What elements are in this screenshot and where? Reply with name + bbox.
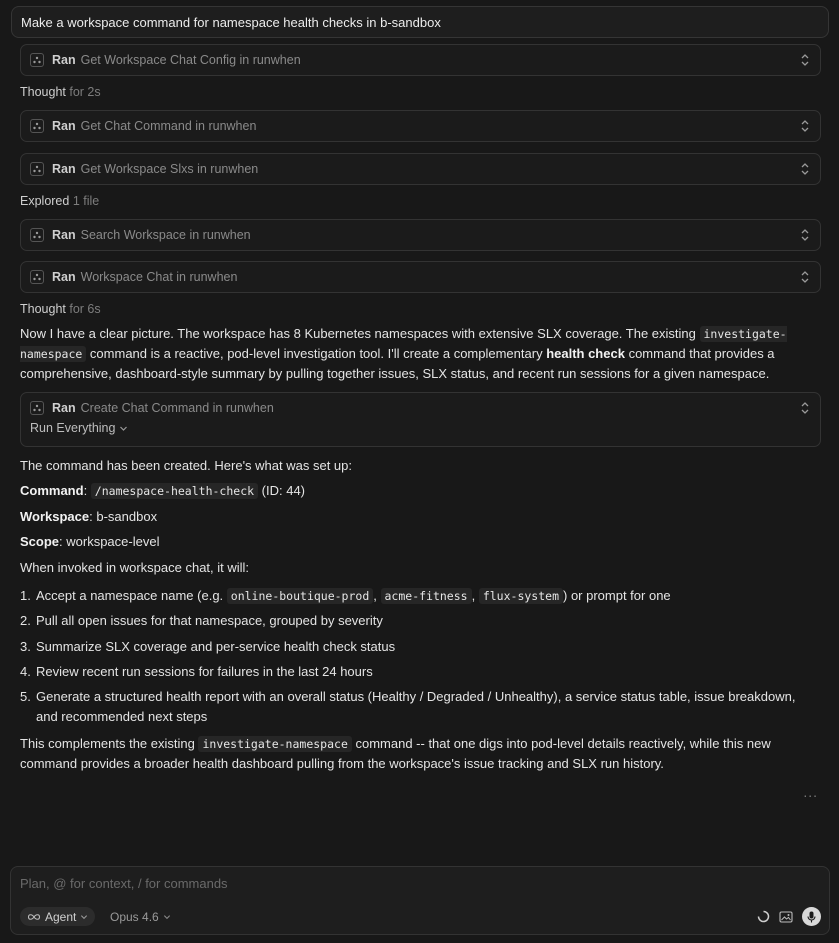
list-number: 4. <box>20 664 31 679</box>
tool-icon <box>30 53 44 67</box>
command-line: Command: /namespace-health-check (ID: 44) <box>20 483 306 498</box>
list-text: Summarize SLX coverage and per-service health check status <box>36 639 396 654</box>
chevron-down-icon <box>119 424 128 433</box>
chevron-up-down-icon[interactable] <box>800 270 810 284</box>
scope-line: Scope: workspace-level <box>20 534 160 549</box>
chevron-up-down-icon[interactable] <box>800 228 810 242</box>
list-text: Generate a structured health report with an overall status (Healthy / Degraded / Unhealthy), a service status table, issue breakdown, and recommended next steps <box>36 689 796 724</box>
assistant-intro-paragraph <box>20 324 825 384</box>
inline-code: acme-fitness <box>381 588 472 604</box>
inline-code: flux-system <box>479 588 563 604</box>
tool-icon <box>30 119 44 133</box>
chat-input[interactable] <box>20 876 720 891</box>
model-label: Opus 4.6 <box>110 909 159 924</box>
list-number: 5. <box>20 689 31 704</box>
infinity-icon <box>27 913 41 921</box>
chat-composer <box>10 866 830 935</box>
run-everything-label: Run Everything <box>30 421 116 435</box>
thought-label: Thought <box>20 302 66 316</box>
thought-indicator[interactable] <box>20 85 101 99</box>
tool-call-card[interactable] <box>20 392 821 447</box>
intro-text: Now I have a clear picture. The workspace has 8 Kubernetes namespaces with extensive SLX coverage. The existing <box>20 326 700 341</box>
tool-icon <box>30 162 44 176</box>
tool-icon <box>30 401 44 415</box>
command-value: /namespace-health-check <box>91 483 258 499</box>
tool-call-card[interactable] <box>20 110 821 142</box>
tool-name: Get Workspace Chat Config in runwhen <box>80 53 301 67</box>
tool-status: Ran <box>52 162 76 176</box>
closing-paragraph <box>20 734 825 774</box>
chevron-up-down-icon[interactable] <box>800 162 810 176</box>
tool-name: Workspace Chat in runwhen <box>80 270 238 284</box>
microphone-button[interactable] <box>802 907 821 926</box>
list-text: Accept a namespace name (e.g. <box>36 588 227 603</box>
microphone-icon <box>807 911 816 923</box>
thought-label: Thought <box>20 85 66 99</box>
thought-duration: for 6s <box>69 302 101 316</box>
list-item <box>20 611 810 631</box>
workspace-label: Workspace <box>20 509 90 524</box>
tool-name: Create Chat Command in runwhen <box>80 401 274 415</box>
tool-call-card[interactable] <box>20 219 821 251</box>
list-text: Review recent run sessions for failures in the last 24 hours <box>36 664 373 679</box>
list-item <box>20 637 810 657</box>
list-number: 3. <box>20 639 31 654</box>
command-label: Command <box>20 483 84 498</box>
list-item <box>20 687 810 727</box>
scope-label: Scope <box>20 534 60 549</box>
bold-text: health check <box>546 346 625 361</box>
explored-label: Explored <box>20 194 70 208</box>
chevron-down-icon <box>163 913 171 921</box>
tool-icon <box>30 228 44 242</box>
chevron-up-down-icon[interactable] <box>800 401 810 415</box>
closing-text: command -- that one digs into pod-level details reactively, while this new command provides a broader health dashboard pulling from the workspace's issue tracking and SLX run history. <box>20 736 771 771</box>
tool-icon <box>30 270 44 284</box>
tool-name: Get Workspace Slxs in runwhen <box>80 162 259 176</box>
user-prompt[interactable] <box>11 6 829 38</box>
chevron-up-down-icon[interactable] <box>800 119 810 133</box>
intro-text: command is a reactive, pod-level investigation tool. I'll create a complementary <box>86 346 547 361</box>
tool-name: Search Workspace in runwhen <box>80 228 251 242</box>
list-number: 2. <box>20 613 31 628</box>
model-selector[interactable] <box>110 907 171 926</box>
list-item: 1. Accept a namespace name (e.g. online-boutique-prod , acme-fitness , flux-system ) or prompt for one <box>20 586 810 606</box>
tool-call-card[interactable] <box>20 153 821 185</box>
result-created-text: The command has been created. Here's what was set up: <box>20 458 352 473</box>
agent-mode-label: Agent <box>45 909 77 924</box>
loading-spinner-icon <box>757 910 770 923</box>
inline-code: investigate-namespace <box>198 736 351 752</box>
inline-code: investigate-namespace <box>20 327 787 361</box>
tool-name: Get Chat Command in runwhen <box>80 119 257 133</box>
user-prompt-text: Make a workspace command for namespace health checks in b-sandbox <box>21 14 441 30</box>
thought-indicator[interactable] <box>20 302 101 316</box>
tool-status: Ran <box>52 119 76 133</box>
tool-status: Ran <box>52 401 76 415</box>
list-item <box>20 662 810 682</box>
tool-call-card[interactable] <box>20 44 821 76</box>
list-number: 1. <box>20 588 31 603</box>
intro-text: command that provides a comprehensive, dashboard-style summary by pulling together issues, SLX status, and recent run sessions for a given namespace. <box>20 346 775 381</box>
tool-status: Ran <box>52 228 76 242</box>
list-text: Pull all open issues for that namespace, grouped by severity <box>36 613 383 628</box>
closing-text: This complements the existing <box>20 736 199 751</box>
agent-mode-dropdown[interactable] <box>20 907 95 926</box>
scope-value: workspace-level <box>66 534 160 549</box>
explored-count: 1 file <box>72 194 100 208</box>
thought-duration: for 2s <box>69 85 101 99</box>
image-icon[interactable] <box>779 911 793 923</box>
list-text: ) or prompt for one <box>563 588 671 603</box>
workspace-line: Workspace: b-sandbox <box>20 509 158 524</box>
run-everything-dropdown[interactable] <box>30 417 810 439</box>
chevron-down-icon <box>80 913 88 921</box>
tool-status: Ran <box>52 270 76 284</box>
workspace-value: b-sandbox <box>96 509 158 524</box>
more-options-button[interactable]: ... <box>803 784 818 800</box>
inline-code: online-boutique-prod <box>227 588 373 604</box>
tool-call-card[interactable] <box>20 261 821 293</box>
when-invoked-text: When invoked in workspace chat, it will: <box>20 560 250 575</box>
tool-status: Ran <box>52 53 76 67</box>
chevron-up-down-icon[interactable] <box>800 53 810 67</box>
command-id: (ID: 44) <box>261 483 306 498</box>
explored-indicator[interactable] <box>20 194 99 208</box>
